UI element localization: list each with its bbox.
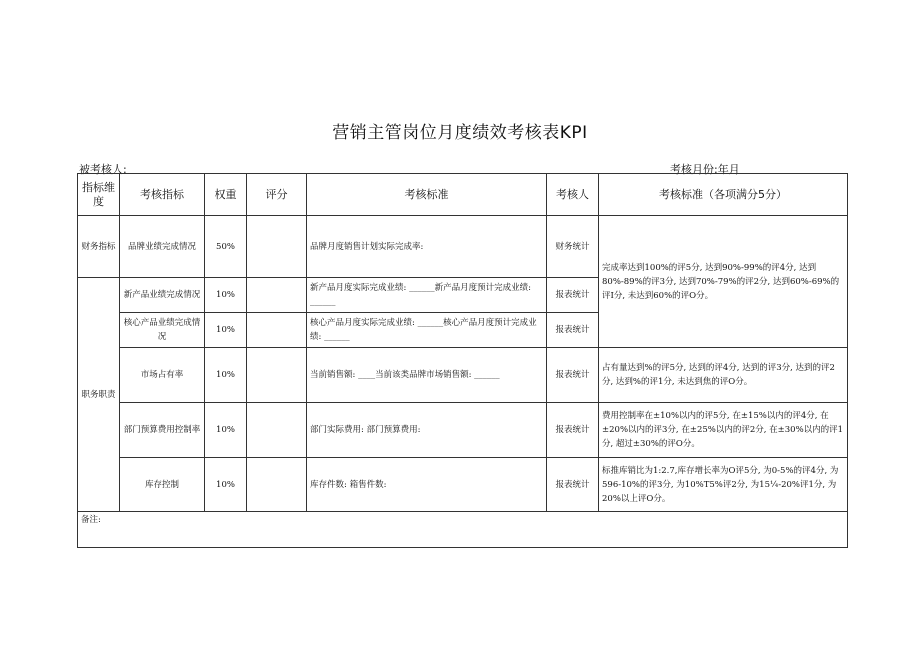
table-row: [78, 458, 848, 512]
standard-cell: 核心产品月度实际完成业绩: ______核心产品月度预计完成业绩: ______: [307, 313, 547, 348]
standard-cell: 部门实际费用: 部门预算费用:: [307, 403, 547, 458]
dimension-finance: 财务指标: [78, 216, 120, 278]
criteria-budget: 费用控制率在±10%以内的评5分, 在±15%以内的评4分, 在±20%以内的评3分, 在±25%以内的评2分, 在±30%以内的评1分, 超过±30%的评O分。: [599, 403, 848, 458]
indicator-cell: 新产品业绩完成情况: [120, 278, 205, 313]
dimension-duty: 职务职责: [78, 278, 120, 512]
criteria-market: 占有量达到%的评5分, 达到的评4分, 达到的评3分, 达到的评2分, 达到%的评1分, 未达到焦的评O分。: [599, 348, 848, 403]
score-cell[interactable]: [247, 313, 307, 348]
header-indicator: 考核指标: [120, 174, 205, 216]
score-cell[interactable]: [247, 458, 307, 512]
assessor-cell: 报表统计: [547, 313, 599, 348]
table-row: [78, 348, 848, 403]
assessor-cell: 报表统计: [547, 458, 599, 512]
indicator-cell: 品牌业绩完成情况: [120, 216, 205, 278]
weight-cell: 10%: [205, 313, 247, 348]
weight-cell: 10%: [205, 403, 247, 458]
criteria-inventory: 标推库销比为1:2.7,库存增长率为O评5分, 为0-5%的评4分, 为596-10%的评3分, 为10%T5%评2分, 为15¼-20%评1分, 为20%以上评O分。: [599, 458, 848, 512]
table-row: [78, 216, 848, 278]
header-dimension: 指标维度: [78, 174, 120, 216]
header-assessor: 考核人: [547, 174, 599, 216]
score-cell[interactable]: [247, 348, 307, 403]
kpi-table: [77, 173, 848, 548]
table-header-row: [78, 174, 848, 216]
standard-cell: 新产品月度实际完成业绩: ______新产品月度预计完成业绩: ______: [307, 278, 547, 313]
indicator-cell: 库存控制: [120, 458, 205, 512]
month-label: 考核月份:年月: [670, 163, 740, 176]
header-standard-full: 考核标准（各项满分5分）: [599, 174, 848, 216]
remarks-cell[interactable]: 备注:: [78, 512, 848, 548]
assessor-cell: 报表统计: [547, 403, 599, 458]
score-cell[interactable]: [247, 278, 307, 313]
standard-cell: 当前销售额: ____当前该类品牌市场销售额: ______: [307, 348, 547, 403]
header-standard: 考核标准: [307, 174, 547, 216]
score-cell[interactable]: [247, 216, 307, 278]
standard-cell: 品牌月度销售计划实际完成率:: [307, 216, 547, 278]
assessor-cell: 报表统计: [547, 348, 599, 403]
weight-cell: 50%: [205, 216, 247, 278]
remarks-row: [78, 512, 848, 548]
assessor-cell: 财务统计: [547, 216, 599, 278]
assessor-cell: 报表统计: [547, 278, 599, 313]
standard-cell: 库存件数: 箱售件数:: [307, 458, 547, 512]
criteria-completion: 完成率达到100%的评5分, 达到90%-99%的评4分, 达到80%-89%的评3分, 达到70%-79%的评2分, 达到60%-69%的评I分, 未达到60%的评O分。: [599, 216, 848, 348]
assessee-label: 被考核人:: [79, 163, 127, 176]
indicator-cell: 市场占有率: [120, 348, 205, 403]
header-weight: 权重: [205, 174, 247, 216]
table-row: [78, 403, 848, 458]
score-cell[interactable]: [247, 403, 307, 458]
weight-cell: 10%: [205, 458, 247, 512]
weight-cell: 10%: [205, 348, 247, 403]
weight-cell: 10%: [205, 278, 247, 313]
header-score: 评分: [247, 174, 307, 216]
indicator-cell: 核心产品业绩完成情况: [120, 313, 205, 348]
page-title: 营销主管岗位月度绩效考核表KPI: [332, 123, 588, 143]
indicator-cell: 部门预算费用控制率: [120, 403, 205, 458]
